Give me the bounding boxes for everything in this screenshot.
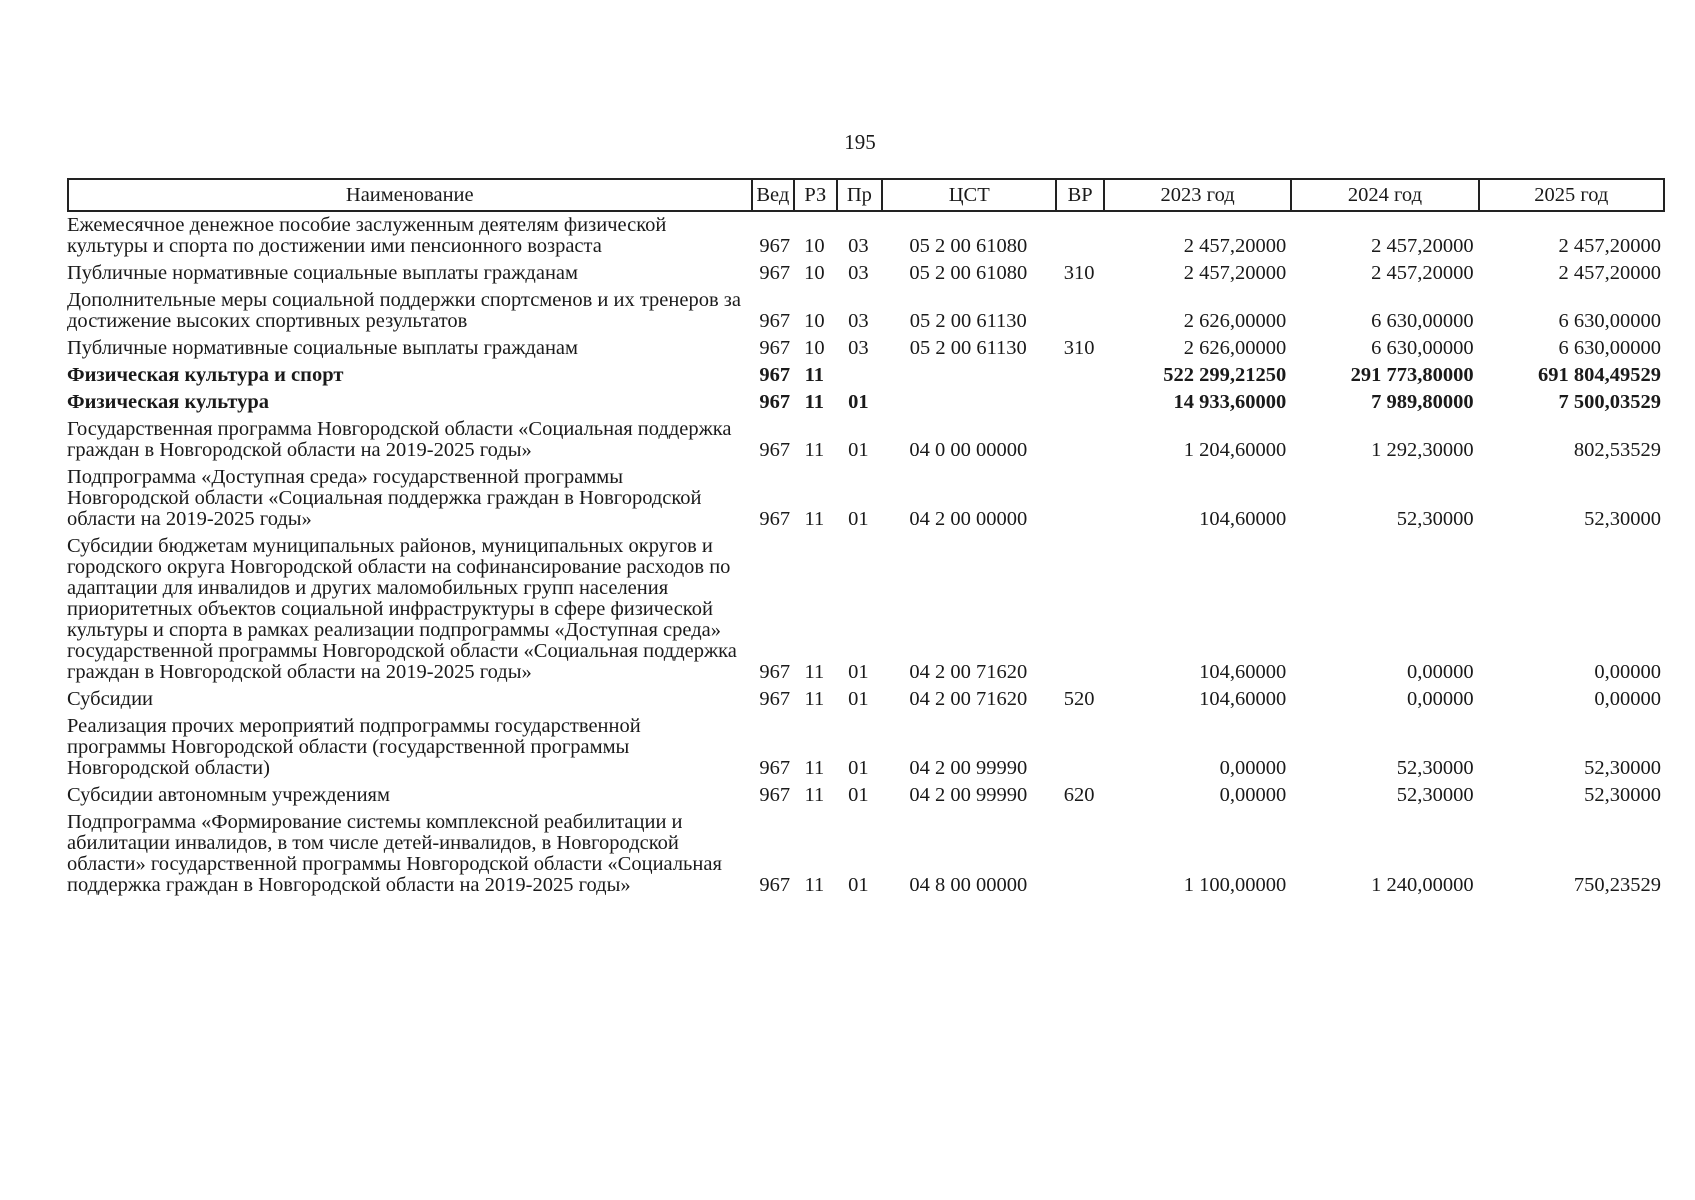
cell-2025: 0,00000 (1594, 688, 1661, 710)
cell-2025: 750,23529 (1573, 874, 1661, 896)
cell-pr: 03 (848, 310, 869, 332)
table-row (67, 287, 1665, 335)
table-row (67, 389, 1665, 416)
cell-2025: 802,53529 (1573, 439, 1661, 461)
cell-2023: 104,60000 (1199, 508, 1287, 530)
cell-ved: 967 (759, 757, 791, 779)
cell-name: Государственная программа Новгородской области «Социальная поддержка граждан в Новгородской области на 2019-2025 годы» (67, 418, 732, 461)
table-row (67, 713, 1665, 782)
cell-cst: 04 8 00 00000 (909, 874, 1028, 896)
cell-ved: 967 (759, 262, 791, 284)
cell-name: Ежемесячное денежное пособие заслуженным деятелям физической культуры и спорта по достижении ими пенсионного возраста (67, 214, 667, 257)
cell-name: Публичные нормативные социальные выплаты гражданам (67, 337, 579, 359)
cell-ved: 967 (759, 508, 791, 530)
cell-cst: 05 2 00 61080 (909, 262, 1028, 284)
cell-pr: 01 (848, 784, 869, 806)
cell-2025: 7 500,03529 (1558, 391, 1661, 413)
table-row (67, 362, 1665, 389)
table-row (67, 416, 1665, 464)
cell-vr (1055, 287, 1103, 335)
cell-name: Физическая культура (67, 391, 269, 413)
cell-ved: 967 (759, 391, 791, 413)
cell-2024: 1 292,30000 (1371, 439, 1474, 461)
table-header (67, 178, 1665, 212)
cell-2023: 2 457,20000 (1183, 262, 1287, 284)
cell-2023: 1 204,60000 (1183, 439, 1287, 461)
cell-2024: 7 989,80000 (1371, 391, 1474, 413)
cell-pr: 01 (848, 391, 869, 413)
cell-2024: 52,30000 (1396, 784, 1474, 806)
cell-rz: 11 (804, 757, 825, 779)
cell-2024: 2 457,20000 (1371, 262, 1474, 284)
cell-2023: 1 100,00000 (1183, 874, 1287, 896)
table-row (67, 212, 1665, 260)
cell-2025: 6 630,00000 (1558, 310, 1661, 332)
cell-name: Реализация прочих мероприятий подпрограммы государственной программы Новгородской области (государственной программы Новгородской области) (67, 715, 641, 779)
cell-2024: 0,00000 (1407, 688, 1474, 710)
cell-pr: 01 (848, 757, 869, 779)
cell-pr: 03 (848, 337, 869, 359)
cell-vr (1055, 389, 1103, 416)
cell-2025: 0,00000 (1594, 661, 1661, 683)
cell-pr: 01 (848, 439, 869, 461)
cell-2023: 0,00000 (1219, 784, 1287, 806)
cell-name: Подпрограмма «Формирование системы комплексной реабилитации и абилитации инвалидов, в том числе детей-инвалидов, в Новгородской области» государственной программы Новгородской области «Социальная поддержка граждан в Новгородской области на 2019-2025 годы» (67, 811, 722, 896)
cell-2023: 2 626,00000 (1183, 310, 1287, 332)
table-row (67, 686, 1665, 713)
cell-cst: 04 2 00 00000 (909, 508, 1028, 530)
cell-2025: 52,30000 (1584, 757, 1661, 779)
cell-ved: 967 (759, 439, 791, 461)
header-row (67, 178, 1665, 212)
cell-cst: 04 2 00 99990 (909, 784, 1028, 806)
cell-cst: 04 0 00 00000 (909, 439, 1028, 461)
cell-name: Дополнительные меры социальной поддержки спортсменов и их тренеров за достижение высоких спортивных результатов (67, 289, 741, 332)
cell-2024: 52,30000 (1396, 757, 1474, 779)
cell-vr (1055, 533, 1103, 686)
cell-pr: 03 (848, 235, 869, 257)
cell-ved: 967 (759, 784, 791, 806)
cell-ved: 967 (759, 364, 791, 386)
cell-name: Публичные нормативные социальные выплаты гражданам (67, 262, 579, 284)
cell-vr (1055, 809, 1103, 899)
cell-vr (1055, 212, 1103, 260)
table-row (67, 260, 1665, 287)
cell-cst: 05 2 00 61130 (909, 310, 1027, 332)
cell-2024: 1 240,00000 (1371, 874, 1474, 896)
table-row (67, 464, 1665, 533)
header-ved: Вед (751, 178, 794, 212)
header-rz: РЗ (793, 178, 836, 212)
header-2023: 2023 год (1103, 178, 1290, 212)
cell-cst (881, 362, 1055, 389)
cell-pr: 01 (848, 688, 869, 710)
cell-cst: 04 2 00 99990 (909, 757, 1028, 779)
cell-2025: 2 457,20000 (1558, 235, 1661, 257)
cell-name: Субсидии (67, 688, 154, 710)
budget-table (67, 178, 1665, 899)
cell-2024: 2 457,20000 (1371, 235, 1474, 257)
cell-2023: 2 626,00000 (1183, 337, 1287, 359)
cell-vr (1055, 362, 1103, 389)
header-2024: 2024 год (1290, 178, 1477, 212)
header-2025: 2025 год (1478, 178, 1665, 212)
cell-name: Субсидии автономным учреждениям (67, 784, 390, 806)
cell-2023: 522 299,21250 (1163, 364, 1287, 386)
cell-vr: 520 (1063, 688, 1095, 710)
cell-vr (1055, 416, 1103, 464)
cell-rz: 11 (804, 439, 825, 461)
cell-2025: 52,30000 (1584, 784, 1661, 806)
cell-vr (1055, 713, 1103, 782)
cell-2024: 0,00000 (1407, 661, 1474, 683)
header-name: Наименование (67, 178, 751, 212)
table-row (67, 782, 1665, 809)
page-number: 195 (844, 130, 876, 154)
cell-ved: 967 (759, 661, 791, 683)
cell-pr: 01 (848, 661, 869, 683)
header-pr: Пр (836, 178, 882, 212)
table-row (67, 335, 1665, 362)
cell-cst: 04 2 00 71620 (909, 661, 1028, 683)
cell-vr: 620 (1063, 784, 1095, 806)
header-vr: ВР (1055, 178, 1103, 212)
cell-rz: 11 (804, 364, 825, 386)
cell-pr (836, 362, 882, 389)
cell-vr (1055, 464, 1103, 533)
cell-2023: 2 457,20000 (1183, 235, 1287, 257)
cell-cst: 05 2 00 61080 (909, 235, 1028, 257)
cell-vr: 310 (1063, 337, 1095, 359)
cell-cst (881, 389, 1055, 416)
cell-2025: 6 630,00000 (1558, 337, 1661, 359)
table-row (67, 533, 1665, 686)
cell-2024: 52,30000 (1396, 508, 1474, 530)
cell-2023: 104,60000 (1199, 688, 1287, 710)
cell-rz: 11 (804, 508, 825, 530)
cell-name: Физическая культура и спорт (67, 364, 344, 386)
cell-2023: 14 933,60000 (1173, 391, 1287, 413)
cell-rz: 10 (804, 310, 825, 332)
cell-cst: 04 2 00 71620 (909, 688, 1028, 710)
cell-rz: 11 (804, 391, 825, 413)
cell-pr: 03 (848, 262, 869, 284)
cell-2025: 52,30000 (1584, 508, 1661, 530)
cell-rz: 10 (804, 262, 825, 284)
cell-rz: 10 (804, 337, 825, 359)
cell-pr: 01 (848, 874, 869, 896)
cell-rz: 11 (804, 784, 825, 806)
cell-rz: 11 (804, 874, 825, 896)
cell-2023: 0,00000 (1219, 757, 1287, 779)
header-cst: ЦСТ (881, 178, 1055, 212)
cell-2024: 6 630,00000 (1371, 310, 1474, 332)
cell-ved: 967 (759, 874, 791, 896)
cell-2023: 104,60000 (1199, 661, 1287, 683)
cell-name: Субсидии бюджетам муниципальных районов, муниципальных округов и городского округа Новгородской области на софинансирование расходов по адаптации для инвалидов и других маломобильных групп населения приоритетных объектов социальной инфраструктуры в сфере физической культуры и спорта в рамках реализации подпрограммы «Доступная среда» государственной программы Новгородской области «Социальная поддержка граждан в Новгородской области на 2019-2025 годы» (67, 535, 737, 683)
cell-rz: 10 (804, 235, 825, 257)
cell-ved: 967 (759, 310, 791, 332)
cell-pr: 01 (848, 508, 869, 530)
cell-ved: 967 (759, 235, 791, 257)
cell-rz: 11 (804, 688, 825, 710)
cell-2025: 2 457,20000 (1558, 262, 1661, 284)
cell-cst: 05 2 00 61130 (909, 337, 1027, 359)
cell-ved: 967 (759, 337, 791, 359)
table-body (67, 212, 1665, 899)
cell-ved: 967 (759, 688, 791, 710)
cell-2024: 291 773,80000 (1350, 364, 1474, 386)
cell-2024: 6 630,00000 (1371, 337, 1474, 359)
cell-2025: 691 804,49529 (1538, 364, 1661, 386)
cell-name: Подпрограмма «Доступная среда» государственной программы Новгородской области «Социальная поддержка граждан в Новгородской области на 2019-2025 годы» (67, 466, 702, 530)
cell-rz: 11 (804, 661, 825, 683)
table-row (67, 809, 1665, 899)
cell-vr: 310 (1063, 262, 1095, 284)
